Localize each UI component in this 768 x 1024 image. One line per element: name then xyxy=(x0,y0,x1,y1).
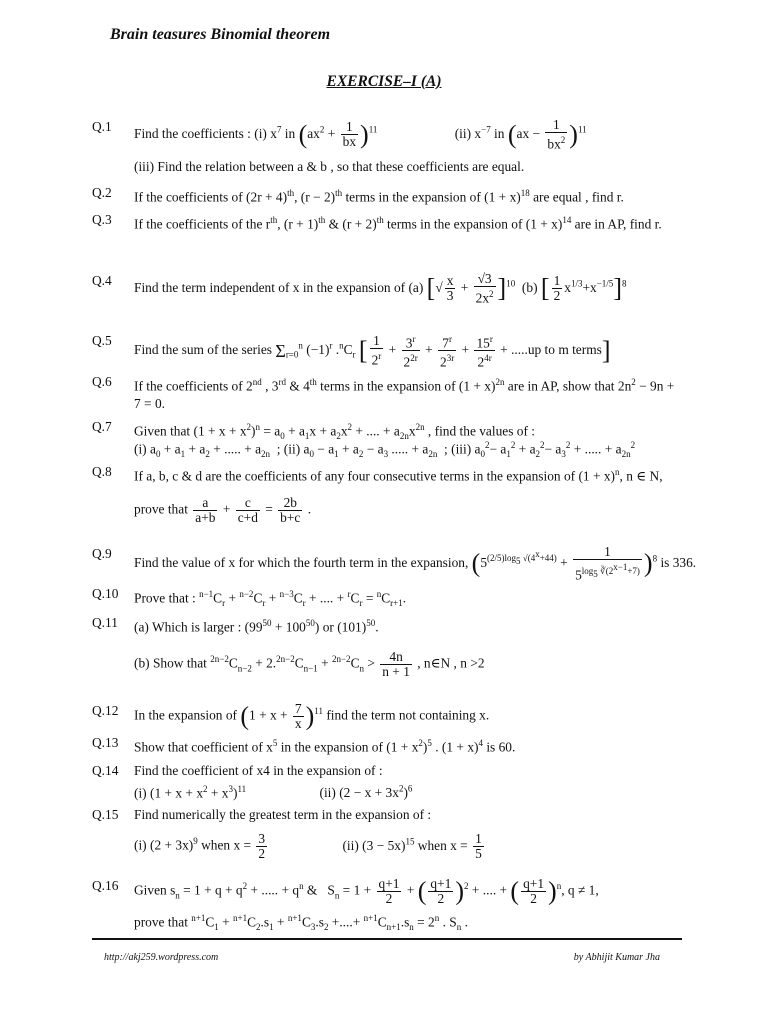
question-3: Q.3 If the coefficients of the $r^{th}$, $(r + 1)^{th}$ & $(r + 2)^{th}$ terms in the expansion of $(1 + x)^{14}$ are in AP, find r. xyxy=(92,212,662,232)
question-13: Q.13 Show that coefficient of $x^5$ in the expansion of $(1 + x^2)^5$ . $(1 + x)^4$ is 60. xyxy=(92,735,516,755)
question-8-prove: prove that $\frac{a}{a+b}$ + $\frac{c}{c+d}$ = $\frac{2b}{b+c}$ . xyxy=(134,495,312,525)
question-1-body: Find the coefficients : (i) $x^7$ in ($ax^2$ + $\frac{1}{bx}$ )$^{11}$ (ii) $x^{-7}$ in (ax − $\frac{1}{bx^2}$ )$^{11}$ xyxy=(134,117,587,152)
question-10: Q.10 Prove that : $^{n-1}C_r + ^{n-2}C_r + ^{n-3}C_r$ + .... + $^rC_r = ^nC_{r+1}$. xyxy=(92,586,407,609)
question-5: Q.5 Find the sum of the series $\Sigma_{r=0}^n$ $(-1)^r$ $.^nC_r$ [ $\frac{1}{2^r}$ + $\frac{3^r}{2^{2r}}$ + $\frac{7^r}{2^{3r}}$ + $\frac{15^r}{2^{4r}}$ + .....up to m terms] xyxy=(92,333,611,370)
question-1: Q.1 Find the coefficients : (i) $x^7$ in ($ax^2$ + $\frac{1}{bx}$ )$^{11}$ (ii) $x^{-7}$ in (ax − $\frac{1}{bx^2}$ )$^{11}$ xyxy=(92,118,682,151)
question-9: Q.9 Find the value of x for which the fourth term in the expansion, ($5^{(2/5)log_5 √(4^x+44)}$ + $\frac{1}{5^{log_5 ∛(2^{x-1}+7)}}$ )$^8$ is 336. xyxy=(92,544,697,583)
question-7-parts: (i) $a_0 + a_1 + a_2$ + ..... + $a_{2n}$ ; (ii) $a_0 - a_1 + a_2 - a_3$ ..... + $a_{2n}$ ; (iii) $a_0^2- a_1^2 + a_2^2- a_3^2$ + ..... + $a_{2n}^2$ xyxy=(134,440,636,460)
exercise-title: EXERCISE–I (A) xyxy=(326,73,442,90)
question-1-part-iii: (iii) Find the relation between a & b , so that these coefficients are equal. xyxy=(134,159,525,174)
question-7: Q.7 Given that $(1 + x + x^2)^n = a_0 + a_1x + a_2x^2$ + .... + $a_{2n}x^{2n}$ , find the values of : xyxy=(92,419,536,442)
question-14: Q.14 Find the coefficient of x4 in the expansion of : xyxy=(92,763,383,778)
question-11: Q.11 (a) Which is larger : $(99^{50} + 100^{50})$ or $(101)^{50}$. xyxy=(92,615,379,635)
question-8: Q.8 If a, b, c & d are the coefficients of any four consecutive terms in the expansion of $(1 + x)^n$, n ∈ N, xyxy=(92,464,663,484)
footer-url[interactable]: http://akj259.wordpress.com xyxy=(104,952,219,963)
question-15-parts: (i) $(2 + 3x)^9$ when x = $\frac{3}{2}$ (ii) $(3 - 5x)^{15}$ when x = $\frac{1}{5}$ xyxy=(134,831,482,861)
question-16: Q.16 Given $s_n = 1 + q + q^2$ + ..... + $q^n$ & $S_n = 1$ + $\frac{q+1}{2}$ + ( $\frac{q+1}{2}$ )$^2$ + .... + ( $\frac{q+1}{2}$ )$^n$, q ≠ 1, xyxy=(92,876,599,906)
footer-author: by Abhijit Kumar Jha xyxy=(573,952,660,963)
question-16-prove: prove that $^{n+1}C_1 + ^{n+1}C_2.s_1 + ^{n+1}C_3.s_2$ +....+ $^{n+1}C_{n+1}.s_n = 2^n$ . $S_n$ . xyxy=(134,913,468,933)
page-header: Brain teasures Binomial theorem xyxy=(110,26,331,43)
question-15: Q.15 Find numerically the greatest term in the expansion of : xyxy=(92,807,432,822)
question-11-b: (b) Show that $^{2n-2}C_{n-2} + 2.^{2n-2}C_{n-1} + ^{2n-2}C_n$ > $\frac{4n}{n + 1}$ , n∈N , n >2 xyxy=(134,649,485,679)
question-6: Q.6 If the coefficients of 2nd , 3rd & 4th terms in the expansion of $(1 + x)^{2n}$ are in AP, show that $2n^2 - 9n + 7 = 0$. xyxy=(92,374,675,412)
question-4: Q.4 Find the term independent of x in the expansion of (a) [√ $\frac{x}{3}$ + $\frac{√3}{2x^2}$ ]$^{10}$ (b) [ $\frac{1}{2}$ $x^{1/3}+x^{-1/5}]^8$ xyxy=(92,271,627,306)
question-2: Q.2 If the coefficients of $(2r + 4)^{th}$, $(r - 2)^{th}$ terms in the expansion of $(1 + x)^{18}$ are equal , find r. xyxy=(92,185,624,205)
question-14-parts: (i) $(1 + x + x^2 + x^3)^{11}$ (ii) $(2 - x + 3x^2)^6$ xyxy=(134,784,413,801)
question-12: Q.12 In the expansion of (1 + x + $\frac{7}{x}$ )$^{11}$ find the term not containing x. xyxy=(92,701,490,731)
footer-divider xyxy=(92,938,682,940)
